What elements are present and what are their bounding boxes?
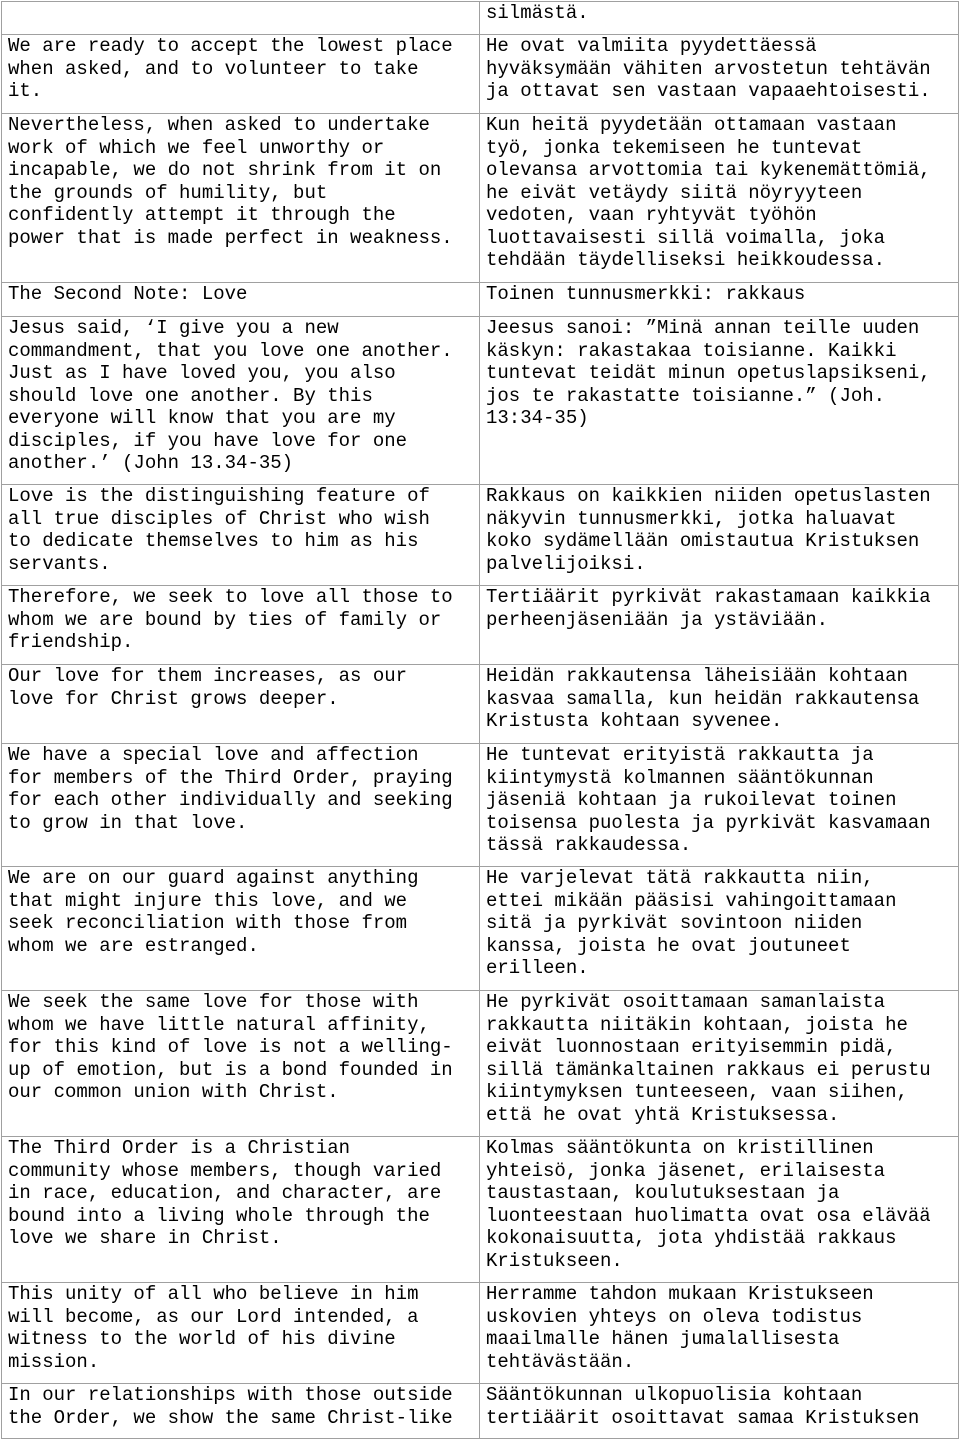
english-text: We have a special love and affection for members of the Third Order, praying for each other individually and seeking to grow in that love. [8, 744, 453, 834]
finnish-cell [480, 485, 959, 586]
table-row [2, 114, 959, 283]
english-text: We are ready to accept the lowest place when asked, and to volunteer to take it. [8, 35, 453, 102]
english-cell [2, 1137, 480, 1283]
finnish-text: Kolmas sääntökunta on kristillinen yhteisö, jonka jäsenet, erilaisesta taustastaan, koulutuksestaan ja luonteestaan huolimatta ovat osa elävää kokonaisuutta, jota yhdistää rakkaus Kristukseen. [486, 1137, 931, 1272]
table-row [2, 2, 959, 35]
section-heading-fi: Toinen tunnusmerkki: rakkaus [486, 283, 806, 305]
english-text: Nevertheless, when asked to undertake work of which we feel unworthy or incapable, we do not shrink from it on the grounds of humility, but confidently attempt it through the power that is made perfect in weakness. [8, 114, 453, 249]
english-text: Love is the distinguishing feature of all true disciples of Christ who wish to dedicate themselves to him as his servants. [8, 485, 430, 575]
english-text: Therefore, we seek to love all those to whom we are bound by ties of family or friendship. [8, 586, 453, 653]
english-cell [2, 744, 480, 867]
finnish-cell [480, 317, 959, 485]
bilingual-rule-table [1, 1, 959, 1439]
table-row [2, 867, 959, 991]
english-cell [2, 2, 480, 35]
finnish-cell [480, 1283, 959, 1384]
finnish-text: Tertiäärit pyrkivät rakastamaan kaikkia perheenjäseniään ja ystäviään. [486, 586, 931, 631]
section-heading-en: The Second Note: Love [8, 283, 248, 305]
table-row [2, 1283, 959, 1384]
table-row [2, 485, 959, 586]
finnish-text: Kun heitä pyydetään ottamaan vastaan työ, jonka tekemiseen he tuntevat olevansa arvottomia tai kykenemättömiä, he eivät vetäydy siitä nöyryyteen vedoten, vaan ryhtyvät työhön luottavaisesti sillä voimalla, joka tehdään täydelliseksi heikkoudessa. [486, 114, 931, 271]
finnish-text: He ovat valmiita pyydettäessä hyväksymään vähiten arvostetun tehtävän ja ottavat sen vastaan vapaaehtoisesti. [486, 35, 931, 102]
english-text: This unity of all who believe in him will become, as our Lord intended, a witness to the world of his divine mission. [8, 1283, 419, 1373]
english-text: We seek the same love for those with whom we have little natural affinity, for this kind of love is not a welling- up of emotion, but is a bond founded in our common union with Christ. [8, 991, 453, 1103]
finnish-text: silmästä. [486, 2, 589, 24]
english-cell [2, 114, 480, 283]
table-row [2, 1384, 959, 1439]
english-cell [2, 317, 480, 485]
table-row [2, 35, 959, 114]
finnish-text: Jeesus sanoi: ”Minä annan teille uuden käskyn: rakastakaa toisianne. Kaikki tuntevat teidät minun opetuslapsikseni, jos te rakastatte toisianne.” (Joh. 13:34-35) [486, 317, 931, 429]
finnish-cell [480, 2, 959, 35]
table-row [2, 1137, 959, 1283]
table-row [2, 744, 959, 867]
finnish-text: Herramme tahdon mukaan Kristukseen uskovien yhteys on oleva todistus maailmalle hänen jumalallisesta tehtävästään. [486, 1283, 874, 1373]
english-cell [2, 867, 480, 991]
finnish-cell [480, 744, 959, 867]
english-cell [2, 35, 480, 114]
finnish-cell [480, 35, 959, 114]
table-row [2, 586, 959, 665]
finnish-text: He pyrkivät osoittamaan samanlaista rakkautta niitäkin kohtaan, joista he eivät luonnostaan erityisemmin pidä, sillä tämänkaltainen rakkaus ei perustu kiintymyksen tunteeseen, vaan siihen, että he ovat yhtä Kristuksessa. [486, 991, 931, 1126]
table-row [2, 283, 959, 317]
english-text: Our love for them increases, as our love for Christ grows deeper. [8, 665, 408, 710]
english-text: Jesus said, ‘I give you a new commandment, that you love one another. Just as I have loved you, you also should love one another. By this everyone will know that you are my disciples, if you have love for one another.’ (John 13.34-35) [8, 317, 453, 474]
english-cell [2, 586, 480, 665]
finnish-text: Heidän rakkautensa läheisiään kohtaan kasvaa samalla, kun heidän rakkautensa Kristusta kohtaan syvenee. [486, 665, 920, 732]
english-text: In our relationships with those outside the Order, we show the same Christ-like [8, 1384, 453, 1429]
finnish-cell [480, 665, 959, 744]
table-row [2, 665, 959, 744]
finnish-cell [480, 1384, 959, 1439]
english-cell [2, 991, 480, 1137]
finnish-cell [480, 586, 959, 665]
english-cell [2, 1283, 480, 1384]
english-cell [2, 1384, 480, 1439]
finnish-text: Sääntökunnan ulkopuolisia kohtaan tertiäärit osoittavat samaa Kristuksen [486, 1384, 920, 1429]
finnish-cell [480, 114, 959, 283]
english-text: The Third Order is a Christian community whose members, though varied in race, education, and character, are bound into a living whole through the love we share in Christ. [8, 1137, 442, 1249]
finnish-text: He varjelevat tätä rakkautta niin, ettei mikään pääsisi vahingoittamaan sitä ja pyrkivät sovintoon niiden kanssa, joista he ovat joutuneet erilleen. [486, 867, 897, 979]
finnish-text: Rakkaus on kaikkien niiden opetuslasten näkyvin tunnusmerkki, jotka haluavat koko sydämellään omistautua Kristuksen palvelijoiksi. [486, 485, 931, 575]
finnish-cell [480, 867, 959, 991]
finnish-text: He tuntevat erityistä rakkautta ja kiintymystä kolmannen sääntökunnan jäseniä kohtaan ja rukoilevat toinen toisensa puolesta ja pyrkivät kasvamaan tässä rakkaudessa. [486, 744, 931, 856]
english-cell [2, 665, 480, 744]
table-row [2, 991, 959, 1137]
table-row [2, 317, 959, 485]
english-cell [2, 283, 480, 317]
english-cell [2, 485, 480, 586]
finnish-cell [480, 991, 959, 1137]
english-text: We are on our guard against anything that might injure this love, and we seek reconciliation with those from whom we are estranged. [8, 867, 419, 957]
finnish-cell [480, 1137, 959, 1283]
finnish-cell [480, 283, 959, 317]
